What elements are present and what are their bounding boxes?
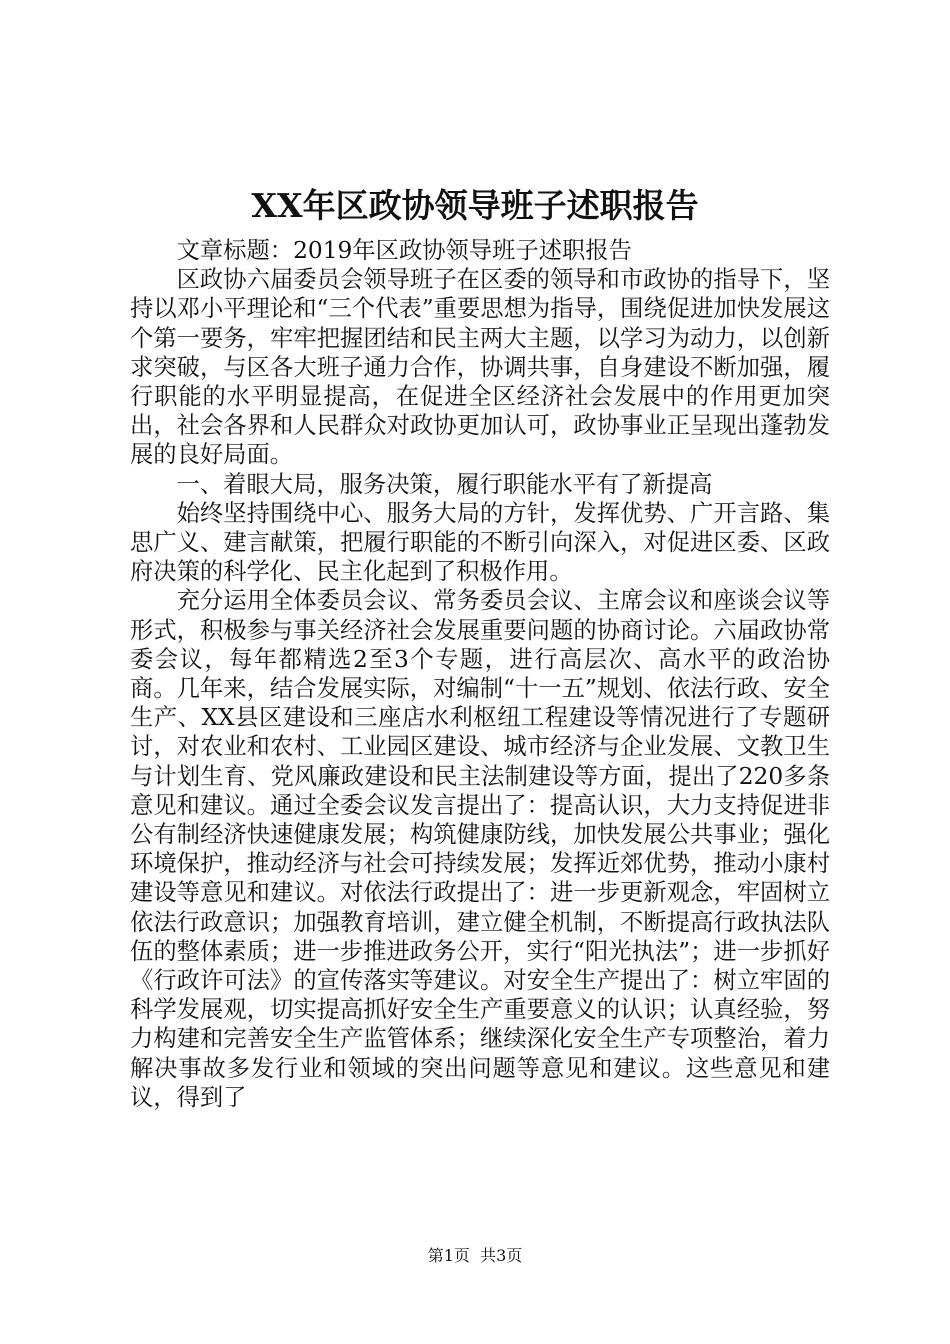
document-title: XX年区政协领导班子述职报告 (251, 186, 699, 225)
intro-paragraph: 区政协六届委员会领导班子在区委的领导和市政协的指导下，坚持以邓小平理论和“三个代表”重要思想为指导，围绕促进加快发展这个第一要务，牢牢把握团结和民主两大主题，以学习为动力，以创新求突破，与区各大班子通力合作，协调共事，自身建设不断加强，履行职能的水平明显提高，在促进全区经济社会发展中的作用更加突出，社会各界和人民群众对政协更加认可，政协事业正呈现出蓬勃发展的良好局面。 (130, 266, 830, 469)
section-heading: 一、着眼大局，服务决策，履行职能水平有了新提高 (176, 470, 713, 498)
section-paragraph: 充分运用全体委员会议、常务委员会议、主席会议和座谈会议等形式，积极参与事关经济社会发展重要问题的协商讨论。六届政协常委会议，每年都精选2至3个专题，进行高层次、高水平的政治协商。几年来，结合发展实际，对编制“十一五”规划、依法行政、安全生产、XX县区建设和三座店水利枢纽工程建设等情况进行了专题研讨，对农业和农村、工业园区建设、城市经济与企业发展、文教卫生与计划生育、党风廉政建设和民主法制建设等方面，提出了220多条意见和建议。通过全委会议发言提出了：提高认识，大力支持促进非公有制经济快速健康发展；构筑健康防线，加快发展公共事业；强化环境保护，推动经济与社会可持续发展；发挥近郊优势，推动小康村建设等意见和建议。对依法行政提出了：进一步更新观念，牢固树立依法行政意识；加强教育培训，建立健全机制，不断提高行政执法队伍的整体素质；进一步推进政务公开，实行“阳光执法”；进一步抓好《行政许可法》的宣传落实等建议。对安全生产提出了：树立牢固的科学发展观，切实提高抓好安全生产重要意义的认识；认真经验，努力构建和完善安全生产监管体系；继续深化安全生产专项整治，着力解决事故多发行业和领域的突出问题等意见和建议。这些意见和建议，得到了 (130, 587, 830, 1111)
article-heading-line: 文章标题：2019年区政协领导班子述职报告 (176, 237, 632, 264)
section-paragraph: 始终坚持围绕中心、服务大局的方针，发挥优势、广开言路、集思广义、建言献策，把履行职能的不断引向深入，对促进区委、区政府决策的科学化、民主化起到了积极作用。 (130, 499, 830, 586)
page-footer (0, 1245, 950, 1267)
document-body (130, 236, 830, 1112)
page-number: 第1页 共3页 (427, 1246, 523, 1265)
